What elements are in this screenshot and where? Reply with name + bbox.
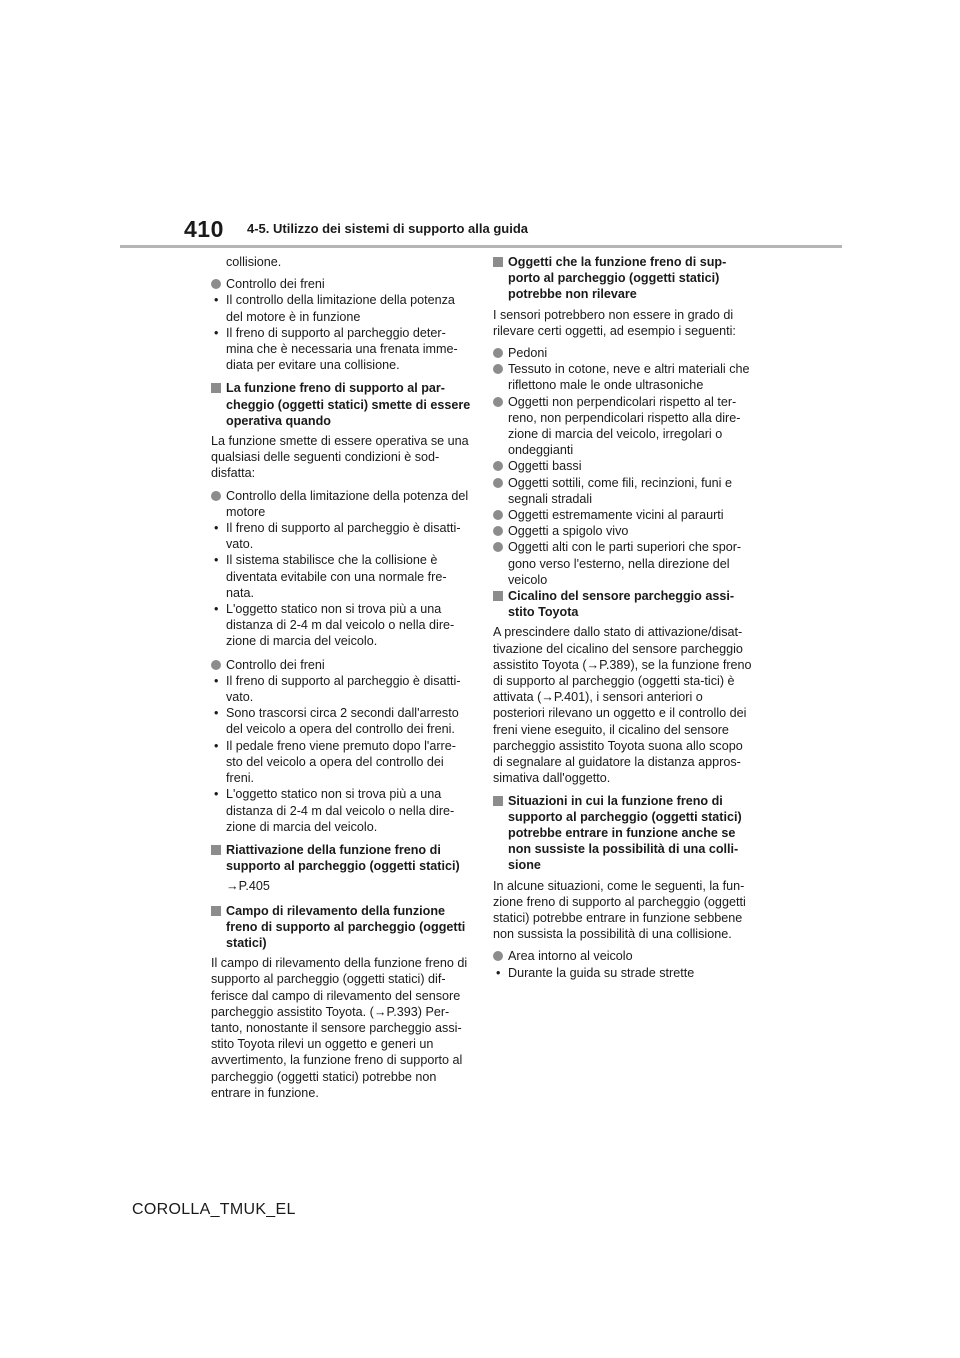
heading-text: Situazioni in cui la funzione freno di supporto al parcheggio (oggetti statici) potrebbe entrare in funzione anche se non sussiste la possibilità di una colli-sione [508, 793, 742, 873]
section-heading [493, 254, 755, 303]
bullet-label: Pedoni [508, 346, 548, 361]
bullet-item [493, 345, 755, 361]
sub-item: • Durante la guida su strade strette [496, 965, 695, 980]
bullet-label: Oggetti bassi [508, 459, 582, 474]
bullet-dot-icon [211, 660, 221, 670]
page-number: 410 [184, 216, 224, 242]
sub-item-text: L'oggetto statico non si trova più a una distanza di 2-4 m dal veicolo o nella dire-zione di marcia del veicolo. [226, 787, 455, 834]
paragraph: In alcune situazioni, come le seguenti, la fun-zione freno di supporto al parcheggio (oggetti statici) potrebbe entrare in funzione sebbene non sussista la possibilità di una collisione. [493, 878, 746, 942]
bullet-dot-icon [493, 510, 503, 520]
bullet-item [493, 539, 755, 588]
sub-item: • Il controllo della limitazione della potenza del motore è in funzione [214, 293, 455, 324]
heading-text: Cicalino del sensore parcheggio assi-stito Toyota [508, 589, 735, 620]
bullet-dot-icon [211, 279, 221, 289]
sub-item: • Sono trascorsi circa 2 secondi dall'arresto del veicolo a opera del controllo dei freni. [214, 706, 459, 737]
heading-square-icon [493, 257, 503, 267]
bullet-label: Oggetti non perpendicolari rispetto al ter-reno, non perpendicolari rispetto alla dire-zione di marcia del veicolo, irregolari o ondeggianti [508, 394, 741, 458]
paragraph: A prescindere dallo stato di attivazione/disat-tivazione del cicalino del sensore parcheggio assistito Toyota (→P.389), se la funzione freno di supporto al parcheggio (oggetti sta-tici) è attivata (→P.401), i sensori anteriori o posteriori rilevano un oggetto e il controllo dei freni viene eseguito, il cicalino del sensore parcheggio assistito Toyota suona allo scopo di segnalare al guidatore la distanza appros-simativa dall'oggetto. [493, 625, 752, 786]
power-limit-block [211, 488, 471, 650]
document-code: COROLLA_TMUK_EL [132, 1201, 296, 1218]
bullet-dot-icon [493, 348, 503, 358]
bullet-item [493, 394, 755, 459]
section-title: 4-5. Utilizzo dei sistemi di supporto alla guida [247, 221, 528, 236]
brake-control-block-1 [211, 276, 471, 373]
sub-item-text: Il freno di supporto al parcheggio è disatti-vato. [226, 521, 461, 552]
area-block [493, 948, 755, 980]
right-column [493, 254, 755, 988]
sub-item: • Il freno di supporto al parcheggio è disatti-vato. [214, 673, 461, 705]
heading-text: Campo di rilevamento della funzione freno di supporto al parcheggio (oggetti statici) [226, 903, 466, 950]
heading-text: La funzione freno di supporto al par-cheggio (oggetti statici) smette di essere operativa quando [226, 381, 471, 428]
sub-item-text: Il controllo della limitazione della potenza del motore è in funzione [226, 293, 455, 324]
sub-item-text: Il sistema stabilisce che la collisione è diventata evitabile con una normale fre-nata. [226, 553, 447, 600]
section-heading [493, 588, 755, 620]
sub-item-text: Durante la guida su strade strette [508, 965, 695, 980]
bullet-label: Area intorno al veicolo [508, 949, 633, 964]
heading-square-icon [493, 591, 503, 601]
sub-item: • Il freno di supporto al parcheggio è disatti-vato. [214, 521, 461, 552]
bullet-dot-icon [211, 491, 221, 501]
section-heading [493, 793, 755, 874]
bullet-label: Oggetti sottili, come fili, recinzioni, funi e segnali stradali [508, 475, 732, 506]
bullet-item [493, 361, 755, 393]
bullet-item [211, 488, 471, 520]
bullet-dot-icon [493, 364, 503, 374]
bullet-dot-icon [493, 542, 503, 552]
bullet-item [493, 507, 755, 523]
bullet-dot-icon [493, 461, 503, 471]
bullet-label: Controllo dei freni [226, 277, 325, 292]
bullet-item [211, 657, 471, 673]
bullet-label: Controllo dei freni [226, 657, 325, 672]
bullet-label: Oggetti estremamente vicini al paraurti [508, 508, 724, 523]
bullet-dot-icon [493, 397, 503, 407]
brake-control-block-2 [211, 657, 471, 835]
sub-item: • Il freno di supporto al parcheggio deter-mina che è necessaria una frenata imme-diata per evitare una collisione. [214, 325, 458, 373]
heading-square-icon [211, 845, 221, 855]
sub-item-text: Il freno di supporto al parcheggio deter-mina che è necessaria una frenata imme-diata per evitare una collisione. [226, 325, 458, 373]
page-reference: →P.405 [226, 879, 270, 894]
bullet-item [493, 475, 755, 507]
bullet-dot-icon [493, 951, 503, 961]
bullet-label: Controllo della limitazione della potenza del motore [226, 488, 469, 519]
paragraph: Il campo di rilevamento della funzione freno di supporto al parcheggio (oggetti statici) dif-ferisce dal campo di rilevamento del sensore parcheggio assistito Toyota. (→P.393) Per-tanto, nonostante il sensore parcheggio assi-stito Toyota rilevi un oggetto e generi un avvertimento, la funzione freno di supporto al parcheggio (oggetti statici) potrebbe non entrare in funzione. [211, 956, 468, 1100]
section-heading [211, 903, 471, 952]
paragraph: I sensori potrebbero non essere in grado di rilevare certi oggetti, ad esempio i seguenti: [493, 307, 736, 338]
sub-item: • Il sistema stabilisce che la collisione è diventata evitabile con una normale fre-nata. [214, 553, 447, 600]
sub-item: • Il pedale freno viene premuto dopo l'arre-sto del veicolo a opera del controllo dei freni. [214, 738, 456, 786]
heading-square-icon [211, 906, 221, 916]
heading-square-icon [211, 383, 221, 393]
bullet-dot-icon [493, 478, 503, 488]
sub-item-text: Il freno di supporto al parcheggio è disatti-vato. [226, 673, 461, 705]
continued-text: collisione. [226, 255, 282, 269]
section-heading [211, 380, 471, 429]
sub-item: • L'oggetto statico non si trova più a una distanza di 2-4 m dal veicolo o nella dire-zione di marcia del veicolo. [214, 602, 455, 649]
bullet-item [493, 523, 755, 539]
bullet-label: Oggetti a spigolo vivo [508, 524, 629, 539]
bullet-item [211, 276, 471, 292]
section-heading [211, 842, 471, 874]
heading-text: Riattivazione della funzione freno di supporto al parcheggio (oggetti statici) [226, 842, 460, 874]
heading-square-icon [493, 796, 503, 806]
bullet-label: Tessuto in cotone, neve e altri materiali che riflettono male le onde ultrasoniche [508, 362, 750, 393]
sub-item-text: Sono trascorsi circa 2 secondi dall'arresto del veicolo a opera del controllo dei freni. [226, 706, 459, 737]
sub-item-text: Il pedale freno viene premuto dopo l'arre-sto del veicolo a opera del controllo dei freni. [226, 738, 456, 786]
header-divider [120, 245, 842, 248]
bullet-dot-icon [493, 526, 503, 536]
sub-item: • L'oggetto statico non si trova più a una distanza di 2-4 m dal veicolo o nella dire-zione di marcia del veicolo. [214, 787, 455, 834]
left-column [211, 254, 471, 1107]
bullet-item [493, 458, 755, 474]
bullet-label: Oggetti alti con le parti superiori che spor-gono verso l'esterno, nella direzione del veicolo [508, 540, 742, 587]
sub-item-text: L'oggetto statico non si trova più a una distanza di 2-4 m dal veicolo o nella dire-zione di marcia del veicolo. [226, 602, 455, 649]
bullet-item [493, 948, 755, 964]
paragraph: La funzione smette di essere operativa se una qualsiasi delle seguenti condizioni è sod-disfatta: [211, 434, 469, 481]
heading-text: Oggetti che la funzione freno di sup-porto al parcheggio (oggetti statici) potrebbe non rilevare [508, 255, 727, 302]
